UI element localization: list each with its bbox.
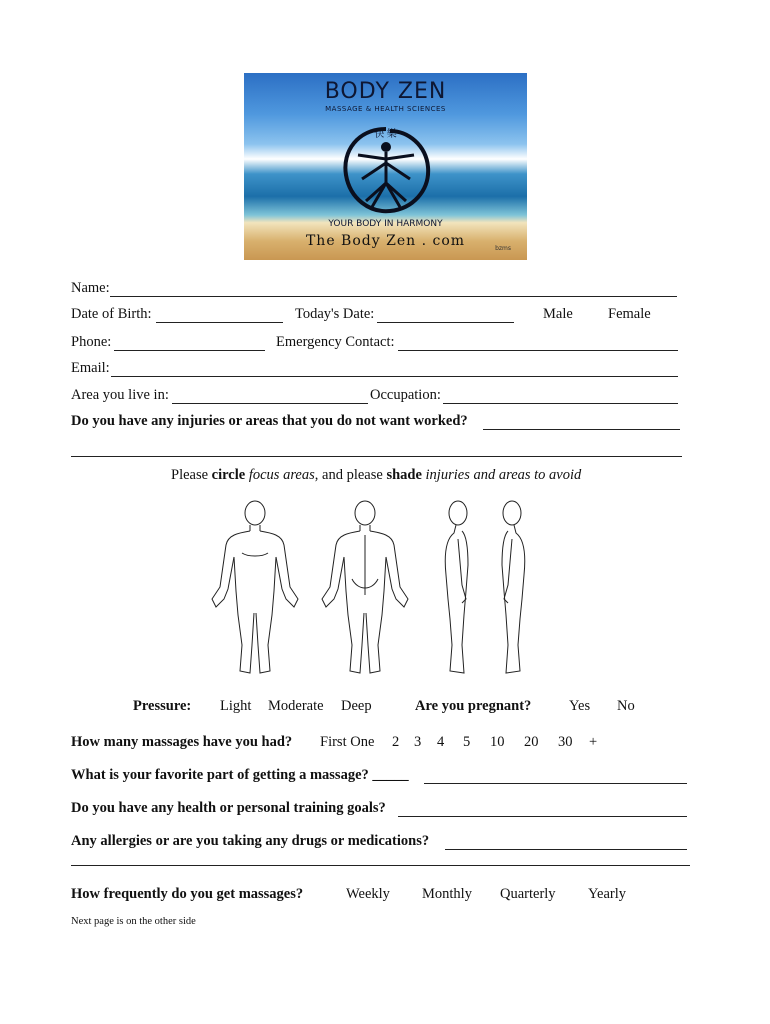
instruction-text-2: , and please [314,467,387,483]
body-back-view[interactable] [322,501,408,673]
logo-mark: bzms [495,245,511,252]
email-label: Email: [71,360,110,376]
logo-tagline: YOUR BODY IN HARMONY [328,219,443,229]
favorite-part-field[interactable] [424,783,687,784]
body-zen-logo [244,73,527,260]
footer-note: Next page is on the other side [71,916,196,927]
allergies-field[interactable] [445,849,687,850]
massages-option-20[interactable]: 20 [524,734,539,750]
female-option[interactable]: Female [608,306,651,322]
frequency-option-monthly[interactable]: Monthly [422,886,472,902]
massages-option-4[interactable]: 4 [437,734,445,750]
frequency-option-yearly[interactable]: Yearly [588,886,626,902]
logo-brand: BODY ZEN [324,79,447,104]
dob-field[interactable] [156,322,283,323]
body-chart-instruction [171,467,581,484]
body-side-view-left[interactable] [445,501,468,673]
email-field[interactable] [111,376,678,377]
instruction-text: Please [171,467,212,483]
goals-field[interactable] [398,816,687,817]
vitruvian-man-icon [336,123,436,218]
pressure-option-moderate[interactable]: Moderate [268,698,324,714]
area-field[interactable] [172,403,368,404]
goals-label: Do you have any health or personal training goals? [71,800,386,816]
allergies-field-line-2[interactable] [71,865,690,866]
male-option[interactable]: Male [543,306,573,322]
logo-chinese-characters: 快 樂 [374,129,397,140]
injuries-field-line-2[interactable] [71,456,682,457]
injuries-label: Do you have any injuries or areas that you do not want worked? [71,413,468,429]
massages-option-10[interactable]: 10 [490,734,505,750]
instruction-shade: shade [386,467,422,483]
area-label: Area you live in: [71,387,169,403]
todays-date-field[interactable] [377,322,514,323]
massages-option-5[interactable]: 5 [463,734,471,750]
logo-subtitle: MASSAGE & HEALTH SCIENCES [325,105,446,113]
pressure-option-light[interactable]: Light [220,698,252,714]
pregnant-label: Are you pregnant? [415,698,532,714]
favorite-part-label: What is your favorite part of getting a massage? _____ [71,767,409,783]
body-front-view[interactable] [212,501,298,673]
massages-count-label: How many massages have you had? [71,734,293,750]
frequency-option-weekly[interactable]: Weekly [346,886,390,902]
massages-option-plus[interactable]: + [589,734,598,750]
instruction-focus: focus areas [245,467,315,483]
logo-website: The Body Zen . com [305,233,466,249]
massages-option-30[interactable]: 30 [558,734,573,750]
pregnant-option-no[interactable]: No [617,698,635,714]
frequency-label: How frequently do you get massages? [71,886,304,902]
massages-option-2[interactable]: 2 [392,734,400,750]
instruction-circle: circle [211,467,246,483]
pressure-option-deep[interactable]: Deep [341,698,372,714]
todays-date-label: Today's Date: [295,306,375,322]
massages-option-3[interactable]: 3 [414,734,422,750]
name-field[interactable] [110,296,677,297]
dob-label: Date of Birth: [71,306,152,322]
body-side-view-right[interactable] [502,501,525,673]
pressure-label: Pressure: [133,698,192,714]
name-label: Name: [71,280,110,296]
allergies-label: Any allergies or are you taking any drugs or medications? [71,833,430,849]
pregnant-option-yes[interactable]: Yes [569,698,591,714]
massages-option-first[interactable]: First One [320,734,375,750]
phone-field[interactable] [114,350,265,351]
phone-label: Phone: [71,334,112,350]
instruction-avoid: injuries and areas to avoid [421,467,582,483]
emergency-contact-field[interactable] [398,350,678,351]
injuries-field[interactable] [483,429,680,430]
occupation-field[interactable] [443,403,678,404]
frequency-option-quarterly[interactable]: Quarterly [500,886,556,902]
body-diagram[interactable] [200,495,550,685]
occupation-label: Occupation: [370,387,441,403]
emergency-contact-label: Emergency Contact: [276,334,395,350]
